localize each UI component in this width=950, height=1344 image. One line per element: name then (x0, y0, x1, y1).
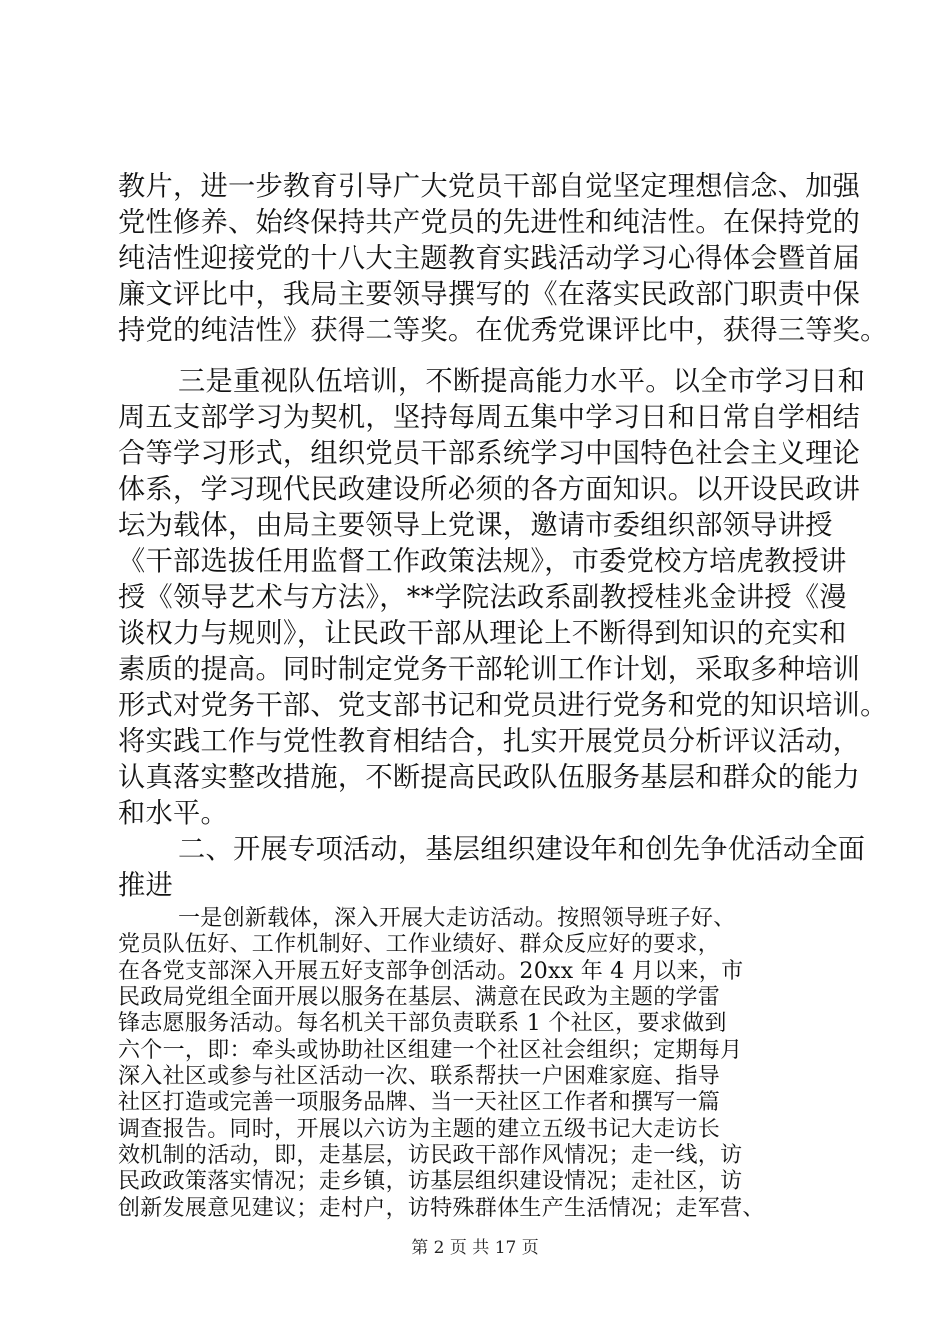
text-line: 在各党支部深入开展五好支部争创活动。20xx 年 4 月以来，市 (118, 958, 744, 984)
text-line: 纯洁性迎接党的十八大主题教育实践活动学习心得体会暨首届 (118, 243, 861, 274)
text-line: 形式对党务干部、党支部书记和党员进行党务和党的知识培训。 (118, 690, 888, 721)
text-line: 和水平。 (118, 798, 228, 829)
section-heading: 二、开展专项活动，基层组织建设年和创先争优活动全面 (178, 834, 866, 865)
text-line: 认真落实整改措施，不断提高民政队伍服务基层和群众的能力 (118, 762, 861, 793)
text-line: 廉文评比中，我局主要领导撰写的《在落实民政部门职责中保 (118, 279, 861, 310)
text-line: 授《领导艺术与方法》，**学院法政系副教授桂兆金讲授《漫 (118, 582, 847, 613)
text-line: 深入社区或参与社区活动一次、联系帮扶一户困难家庭、指导 (118, 1064, 721, 1089)
text-line: 调查报告。同时，开展以六访为主题的建立五级书记大走访长 (118, 1116, 721, 1142)
text-line: 民政政策落实情况；走乡镇，访基层组织建设情况；走社区，访 (118, 1169, 743, 1195)
text-line: 将实践工作与党性教育相结合，扎实开展党员分析评议活动， (118, 726, 861, 757)
text-line: 素质的提高。同时制定党务干部轮训工作计划，采取多种培训 (118, 654, 861, 685)
text-line: 效机制的活动，即，走基层，访民政干部作风情况；走一线，访 (118, 1143, 743, 1168)
text-line: 持党的纯洁性》获得二等奖。在优秀党课评比中，获得三等奖。 (118, 315, 888, 346)
text-line: 锋志愿服务活动。每名机关干部负责联系 1 个社区，要求做到 (118, 1011, 727, 1037)
text-line: 《干部选拔任用监督工作政策法规》，市委党校方培虎教授讲 (118, 546, 847, 577)
text-line: 党员队伍好、工作机制好、工作业绩好、群众反应好的要求， (118, 932, 721, 958)
text-line: 周五支部学习为契机，坚持每周五集中学习日和日常自学相结 (118, 402, 861, 433)
page-number: 第 2 页 共 17 页 (411, 1238, 539, 1258)
text-line: 教片，进一步教育引导广大党员干部自觉坚定理想信念、加强 (118, 171, 861, 202)
text-line: 六个一，即：牵头或协助社区组建一个社区社会组织；定期每月 (118, 1037, 743, 1063)
text-line: 合等学习形式，组织党员干部系统学习中国特色社会主义理论 (118, 438, 861, 469)
text-line: 社区打造或完善一项服务品牌、当一天社区工作者和撰写一篇 (118, 1090, 721, 1116)
text-line: 民政局党组全面开展以服务在基层、满意在民政为主题的学雷 (118, 985, 721, 1010)
text-line: 一是创新载体，深入开展大走访活动。按照领导班子好、 (178, 906, 736, 931)
section-heading: 推进 (118, 870, 173, 901)
text-line: 谈权力与规则》，让民政干部从理论上不断得到知识的充实和 (118, 618, 847, 649)
text-line: 党性修养、始终保持共产党员的先进性和纯洁性。在保持党的 (118, 207, 861, 238)
text-line: 坛为载体，由局主要领导上党课，邀请市委组织部领导讲授 (118, 510, 833, 541)
text-line: 三是重视队伍培训，不断提高能力水平。以全市学习日和 (178, 366, 866, 397)
text-line: 创新发展意见建议；走村户，访特殊群体生产生活情况；走军营、 (118, 1195, 765, 1221)
text-line: 体系，学习现代民政建设所必须的各方面知识。以开设民政讲 (118, 474, 861, 505)
